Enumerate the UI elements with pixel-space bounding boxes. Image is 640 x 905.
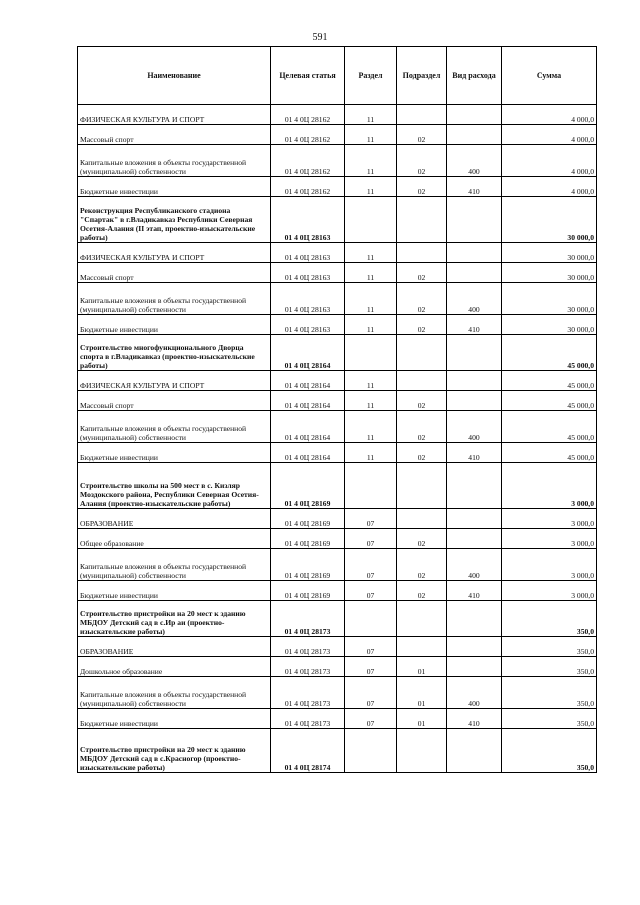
row-name: Общее образование (78, 529, 271, 549)
row-amount: 3 000,0 (502, 549, 597, 581)
row-amount: 30 000,0 (502, 315, 597, 335)
row-subsection: 02 (397, 145, 447, 177)
row-target-item: 01 4 0Ц 28169 (271, 509, 345, 529)
row-amount: 30 000,0 (502, 263, 597, 283)
row-section: 11 (345, 243, 397, 263)
column-header-name: Наименование (78, 47, 271, 105)
row-subsection: 02 (397, 263, 447, 283)
row-subsection: 02 (397, 443, 447, 463)
row-section: 11 (345, 125, 397, 145)
row-subsection: 01 (397, 677, 447, 709)
row-target-item: 01 4 0Ц 28164 (271, 335, 345, 371)
row-name: Строительство пристройки на 20 мест к зданию МБДОУ Детский сад в с.Красногор (проектно-изыскательские работы) (78, 729, 271, 773)
row-expense-type (447, 601, 502, 637)
page-number: 591 (312, 32, 328, 43)
row-expense-type (447, 105, 502, 125)
table-row (78, 177, 597, 197)
row-expense-type: 410 (447, 443, 502, 463)
table-row (78, 581, 597, 601)
row-section: 11 (345, 315, 397, 335)
table-row (78, 243, 597, 263)
row-expense-type: 410 (447, 315, 502, 335)
table-row (78, 729, 597, 773)
row-section (345, 197, 397, 243)
row-name: Капитальные вложения в объекты государственной (муниципальной) собственности (78, 145, 271, 177)
row-name: Капитальные вложения в объекты государственной (муниципальной) собственности (78, 411, 271, 443)
row-subsection (397, 637, 447, 657)
row-subsection (397, 509, 447, 529)
row-section (345, 335, 397, 371)
row-amount: 350,0 (502, 729, 597, 773)
row-amount: 45 000,0 (502, 391, 597, 411)
row-name: Массовый спорт (78, 391, 271, 411)
row-section: 07 (345, 581, 397, 601)
row-subsection (397, 371, 447, 391)
row-name: Бюджетные инвестиции (78, 443, 271, 463)
row-amount: 4 000,0 (502, 105, 597, 125)
row-section (345, 729, 397, 773)
row-section (345, 463, 397, 509)
row-target-item: 01 4 0Ц 28163 (271, 315, 345, 335)
table-row (78, 371, 597, 391)
row-target-item: 01 4 0Ц 28173 (271, 709, 345, 729)
row-expense-type (447, 637, 502, 657)
row-name: Строительство школы на 500 мест в с. Кизляр Моздокского района, Республики Северная Осетия-Алания (проектно-изыскательские работы) (78, 463, 271, 509)
row-section: 07 (345, 709, 397, 729)
row-expense-type (447, 197, 502, 243)
row-name: Капитальные вложения в объекты государственной (муниципальной) собственности (78, 549, 271, 581)
row-amount: 3 000,0 (502, 581, 597, 601)
row-subsection: 02 (397, 549, 447, 581)
row-section: 07 (345, 657, 397, 677)
table-header-row (78, 47, 597, 105)
row-subsection: 02 (397, 177, 447, 197)
row-subsection (397, 243, 447, 263)
table-row (78, 601, 597, 637)
row-section: 07 (345, 509, 397, 529)
row-target-item: 01 4 0Ц 28164 (271, 443, 345, 463)
row-amount: 3 000,0 (502, 529, 597, 549)
row-expense-type (447, 125, 502, 145)
row-subsection: 02 (397, 581, 447, 601)
row-target-item: 01 4 0Ц 28169 (271, 581, 345, 601)
row-target-item: 01 4 0Ц 28163 (271, 197, 345, 243)
row-amount: 350,0 (502, 709, 597, 729)
row-subsection (397, 335, 447, 371)
row-section: 11 (345, 263, 397, 283)
row-name: Строительство многофункционального Дворца спорта в г.Владикавказ (проектно-изыскательские работы) (78, 335, 271, 371)
table-row (78, 709, 597, 729)
row-expense-type: 400 (447, 145, 502, 177)
table-row (78, 529, 597, 549)
row-section: 07 (345, 637, 397, 657)
row-target-item: 01 4 0Ц 28173 (271, 637, 345, 657)
row-target-item: 01 4 0Ц 28163 (271, 263, 345, 283)
row-target-item: 01 4 0Ц 28169 (271, 549, 345, 581)
row-expense-type (447, 657, 502, 677)
row-amount: 3 000,0 (502, 509, 597, 529)
row-name: Бюджетные инвестиции (78, 177, 271, 197)
row-name: ФИЗИЧЕСКАЯ КУЛЬТУРА И СПОРТ (78, 371, 271, 391)
table-row (78, 145, 597, 177)
row-name: ОБРАЗОВАНИЕ (78, 637, 271, 657)
row-expense-type (447, 263, 502, 283)
row-section: 11 (345, 105, 397, 125)
row-expense-type (447, 509, 502, 529)
row-subsection: 02 (397, 283, 447, 315)
row-target-item: 01 4 0Ц 28162 (271, 105, 345, 125)
row-amount: 45 000,0 (502, 411, 597, 443)
row-subsection: 02 (397, 315, 447, 335)
table-row (78, 509, 597, 529)
row-target-item: 01 4 0Ц 28169 (271, 463, 345, 509)
table-row (78, 283, 597, 315)
row-target-item: 01 4 0Ц 28164 (271, 391, 345, 411)
table-row (78, 391, 597, 411)
row-amount: 30 000,0 (502, 197, 597, 243)
row-amount: 4 000,0 (502, 145, 597, 177)
row-section: 11 (345, 283, 397, 315)
row-subsection (397, 601, 447, 637)
row-amount: 3 000,0 (502, 463, 597, 509)
row-subsection: 02 (397, 411, 447, 443)
row-subsection: 01 (397, 709, 447, 729)
row-name: Массовый спорт (78, 263, 271, 283)
row-target-item: 01 4 0Ц 28173 (271, 677, 345, 709)
table-row (78, 125, 597, 145)
row-amount: 30 000,0 (502, 283, 597, 315)
row-section: 07 (345, 677, 397, 709)
row-name: Бюджетные инвестиции (78, 709, 271, 729)
column-header-target-item: Целевая статья (271, 47, 345, 105)
row-target-item: 01 4 0Ц 28174 (271, 729, 345, 773)
row-target-item: 01 4 0Ц 28162 (271, 177, 345, 197)
row-section: 11 (345, 145, 397, 177)
row-subsection (397, 463, 447, 509)
row-target-item: 01 4 0Ц 28169 (271, 529, 345, 549)
row-section (345, 601, 397, 637)
row-name: Капитальные вложения в объекты государственной (муниципальной) собственности (78, 283, 271, 315)
row-section: 07 (345, 549, 397, 581)
row-amount: 4 000,0 (502, 125, 597, 145)
row-target-item: 01 4 0Ц 28173 (271, 657, 345, 677)
table-row (78, 637, 597, 657)
budget-table (77, 46, 597, 773)
row-target-item: 01 4 0Ц 28162 (271, 145, 345, 177)
row-amount: 350,0 (502, 601, 597, 637)
row-amount: 30 000,0 (502, 243, 597, 263)
row-target-item: 01 4 0Ц 28163 (271, 283, 345, 315)
row-expense-type (447, 529, 502, 549)
row-subsection: 02 (397, 529, 447, 549)
row-section: 11 (345, 411, 397, 443)
row-name: Реконструкция Республиканского стадиона "Спартак" в г.Владикавказ Республики Северная Осетия-Алания (II этап, проектно-изыскательские работы) (78, 197, 271, 243)
row-expense-type (447, 335, 502, 371)
row-subsection (397, 197, 447, 243)
table-row (78, 463, 597, 509)
row-subsection (397, 729, 447, 773)
row-target-item: 01 4 0Ц 28162 (271, 125, 345, 145)
row-name: Бюджетные инвестиции (78, 581, 271, 601)
row-amount: 45 000,0 (502, 335, 597, 371)
row-subsection: 02 (397, 391, 447, 411)
row-name: Строительство пристройки на 20 мест к зданию МБДОУ Детский сад в с.Ир аи (проектно-изыскательские работы) (78, 601, 271, 637)
table-row (78, 335, 597, 371)
row-amount: 45 000,0 (502, 443, 597, 463)
row-section: 11 (345, 371, 397, 391)
row-target-item: 01 4 0Ц 28164 (271, 411, 345, 443)
column-header-expense-type: Вид расхода (447, 47, 502, 105)
row-expense-type (447, 391, 502, 411)
row-target-item: 01 4 0Ц 28163 (271, 243, 345, 263)
row-subsection: 02 (397, 125, 447, 145)
row-expense-type (447, 463, 502, 509)
column-header-subsection: Подраздел (397, 47, 447, 105)
row-section: 11 (345, 443, 397, 463)
table-row (78, 677, 597, 709)
row-target-item: 01 4 0Ц 28173 (271, 601, 345, 637)
table-row (78, 197, 597, 243)
row-name: ОБРАЗОВАНИЕ (78, 509, 271, 529)
table-row (78, 411, 597, 443)
table-row (78, 263, 597, 283)
row-amount: 350,0 (502, 657, 597, 677)
row-section: 07 (345, 529, 397, 549)
row-name: ФИЗИЧЕСКАЯ КУЛЬТУРА И СПОРТ (78, 105, 271, 125)
row-expense-type (447, 243, 502, 263)
column-header-amount: Сумма (502, 47, 597, 105)
row-expense-type: 410 (447, 581, 502, 601)
table-row (78, 315, 597, 335)
table-row (78, 549, 597, 581)
row-expense-type: 400 (447, 411, 502, 443)
row-expense-type: 400 (447, 677, 502, 709)
row-amount: 45 000,0 (502, 371, 597, 391)
row-amount: 350,0 (502, 637, 597, 657)
row-subsection (397, 105, 447, 125)
row-subsection: 01 (397, 657, 447, 677)
column-header-section: Раздел (345, 47, 397, 105)
table-row (78, 105, 597, 125)
row-name: Бюджетные инвестиции (78, 315, 271, 335)
row-expense-type: 400 (447, 549, 502, 581)
row-section: 11 (345, 391, 397, 411)
table-row (78, 443, 597, 463)
row-expense-type (447, 729, 502, 773)
row-amount: 4 000,0 (502, 177, 597, 197)
table-row (78, 657, 597, 677)
row-expense-type (447, 371, 502, 391)
row-expense-type: 410 (447, 709, 502, 729)
row-name: ФИЗИЧЕСКАЯ КУЛЬТУРА И СПОРТ (78, 243, 271, 263)
row-expense-type: 410 (447, 177, 502, 197)
row-section: 11 (345, 177, 397, 197)
row-name: Дошкольное образование (78, 657, 271, 677)
row-target-item: 01 4 0Ц 28164 (271, 371, 345, 391)
row-name: Капитальные вложения в объекты государственной (муниципальной) собственности (78, 677, 271, 709)
row-amount: 350,0 (502, 677, 597, 709)
row-expense-type: 400 (447, 283, 502, 315)
row-name: Массовый спорт (78, 125, 271, 145)
